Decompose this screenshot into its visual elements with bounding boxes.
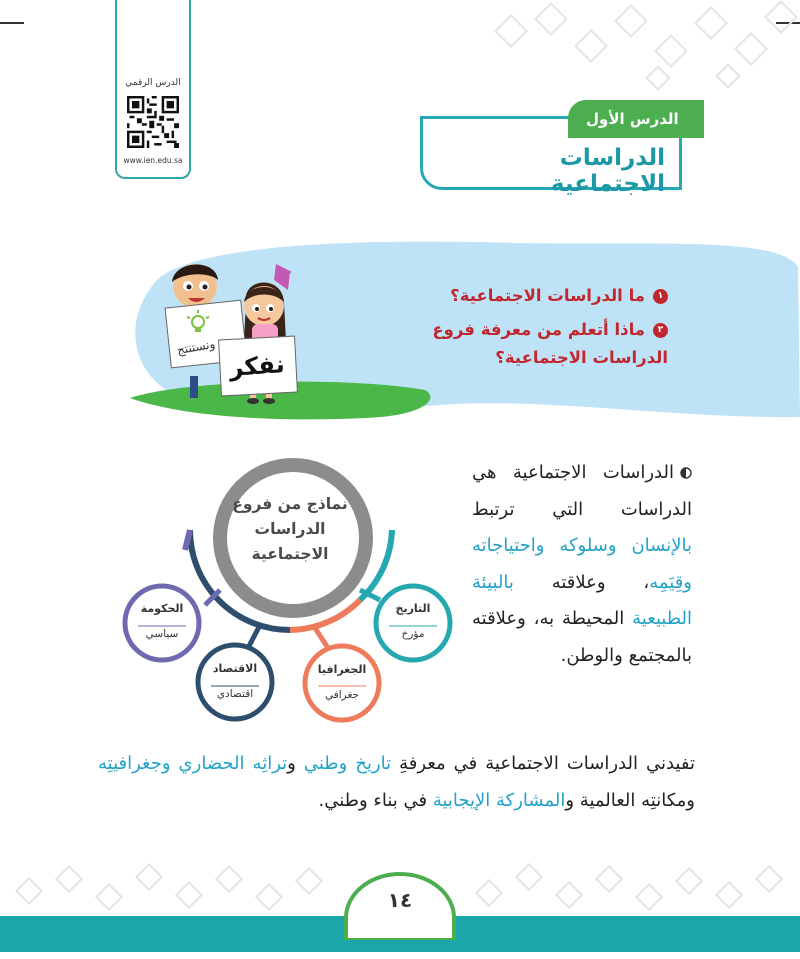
question-2 — [400, 316, 668, 372]
sign-think: نفكر — [228, 350, 286, 382]
benefit-text-2: و — [287, 753, 304, 774]
node-economy-title: الاقتصاد — [212, 662, 258, 675]
benefit-paragraph — [98, 745, 695, 819]
node-geography-title: الجغرافيا — [317, 663, 367, 676]
definition-highlight-human: بالإنسان وسلوكه واحتياجاته وقِيَمِه — [472, 535, 692, 593]
question-2-number: ٢ — [653, 323, 668, 338]
digital-lesson-card[interactable] — [115, 0, 191, 179]
node-history-title: التاريخ — [395, 602, 431, 615]
paragraph-bullet-icon — [680, 467, 692, 479]
question-1 — [440, 282, 668, 310]
benefit-highlight-participation: المشاركة الإيجابية — [432, 790, 566, 811]
page-number: ١٤ — [387, 888, 413, 912]
benefit-text-4: في بناء وطني. — [318, 790, 433, 811]
benefit-text-1: تفيدني الدراسات الاجتماعية في معرفةِ — [391, 753, 695, 774]
crop-mark-left — [0, 22, 24, 24]
digital-lesson-url[interactable]: www.ien.edu.sa — [123, 156, 183, 165]
lesson-number-label: الدرس الأول — [586, 110, 679, 128]
benefit-highlight-heritage: تراثِه الحضاري وجغرافيتِه — [98, 753, 288, 774]
qr-code-icon[interactable] — [127, 96, 179, 148]
sign-conclude: ونستنتج — [175, 336, 217, 358]
node-economy-sub: اقتصادي — [216, 688, 254, 700]
node-geography-sub: جغرافي — [324, 689, 360, 701]
definition-text-2: ، وعلاقته — [513, 571, 650, 593]
node-government-sub: سياسي — [145, 628, 179, 640]
kids-illustration — [150, 258, 320, 408]
definition-paragraph — [472, 455, 692, 674]
diagram-center-label: نماذج من فروع الدراسات الاجتماعية — [232, 495, 348, 563]
node-government-title: الحكومة — [140, 602, 184, 615]
definition-text-3: المحيطة به، وعلاقته بالمجتمع والوطن. — [472, 608, 692, 666]
benefit-text-3: ومكانتِه العالمية و — [565, 790, 695, 811]
lesson-title: الدراسات الاجتماعية — [550, 145, 665, 197]
lesson-number-tab — [568, 100, 704, 138]
digital-lesson-label: الدرس الرقمي — [125, 78, 181, 88]
definition-highlight-environment: بالبيئة الطبيعية — [472, 571, 692, 629]
definition-text-1: الدراسات الاجتماعية هي الدراسات التي ترتبط — [472, 462, 692, 520]
question-1-number: ١ — [653, 289, 668, 304]
branches-diagram — [110, 440, 470, 740]
question-1-text: ما الدراسات الاجتماعية؟ — [450, 286, 645, 305]
question-2-text: ماذا أتعلم من معرفة فروع الدراسات الاجتماعية؟ — [432, 320, 668, 367]
decorative-pattern-top — [470, 0, 800, 95]
benefit-highlight-history: تاريخ وطني — [303, 753, 392, 774]
node-history-sub: مؤرخ — [401, 628, 425, 640]
